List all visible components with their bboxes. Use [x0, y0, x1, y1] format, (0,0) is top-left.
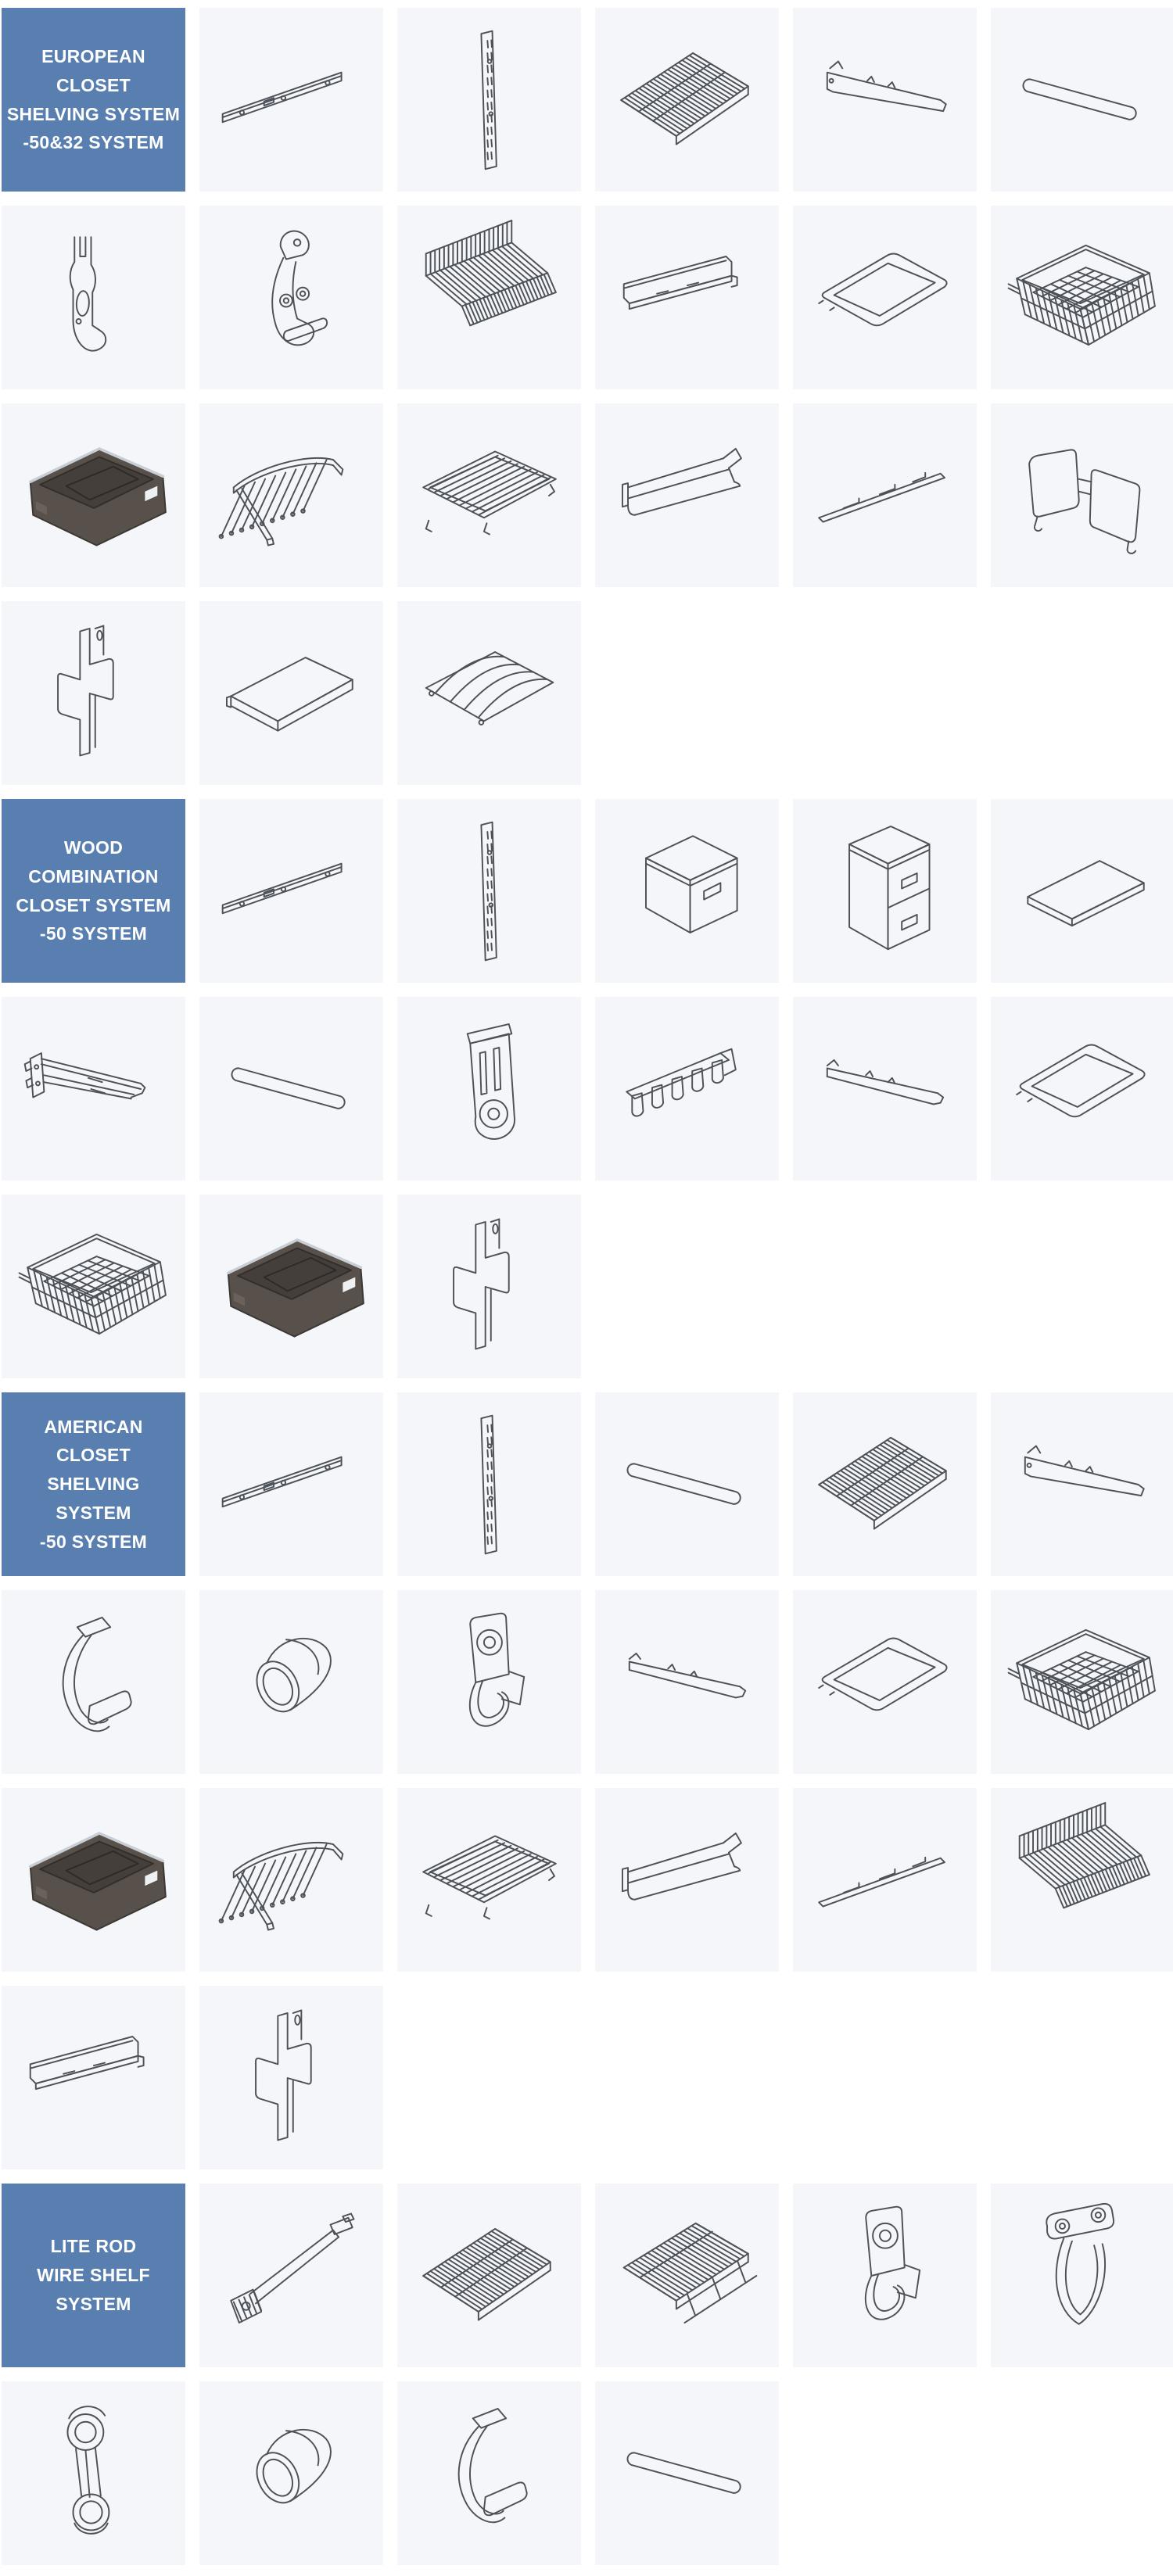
section-header-line: COMBINATION: [28, 865, 159, 887]
wire-shelf-icon: [604, 17, 770, 183]
shoe-basket-product-tile[interactable]: [397, 1788, 581, 1972]
wall-rail-icon: [209, 808, 375, 974]
wire-shoe-shelf-icon: [407, 215, 572, 381]
wire-basket-icon: [11, 1204, 177, 1370]
slotted-standard-icon: [407, 17, 572, 183]
empty-cell: [991, 1195, 1173, 1378]
fabric-basket-icon: [11, 1797, 177, 1963]
section-header-wood[interactable]: [2, 799, 185, 983]
wood-panel-icon: [1000, 808, 1166, 974]
drawer-box-icon: [604, 808, 770, 974]
wire-shelf-icon: [802, 1402, 968, 1567]
curved-hook-icon: [11, 1600, 177, 1765]
wall-rail-product-tile[interactable]: [199, 1392, 383, 1576]
hang-rail-product-tile[interactable]: [595, 403, 779, 587]
wire-shelf-product-tile[interactable]: [397, 2184, 581, 2367]
wire-basket-product-tile[interactable]: [2, 1195, 185, 1378]
tray-frame-product-tile[interactable]: [793, 1590, 977, 1774]
end-cap-product-tile[interactable]: [199, 2381, 383, 2565]
tray-frame-product-tile[interactable]: [793, 206, 977, 389]
rod-product-tile[interactable]: [595, 1392, 779, 1576]
slotted-standard-product-tile[interactable]: [397, 1392, 581, 1576]
wire-shelf-rod-icon: [604, 2193, 770, 2359]
rod-product-tile[interactable]: [595, 2381, 779, 2565]
shelf-divider-product-tile[interactable]: [991, 403, 1173, 587]
shelf-bracket-icon: [1000, 1402, 1166, 1567]
rail-strip-icon: [802, 413, 968, 579]
rod-icon: [1000, 17, 1166, 183]
wire-basket-icon: [1000, 215, 1166, 381]
end-cap-product-tile[interactable]: [199, 1590, 383, 1774]
rod-icon: [604, 1402, 770, 1567]
rail-strip-icon: [802, 1797, 968, 1963]
section-header-line: -50 SYSTEM: [39, 1531, 148, 1552]
wall-clip-icon: [407, 1600, 572, 1765]
link-connector-product-tile[interactable]: [2, 2381, 185, 2565]
double-hook-product-tile[interactable]: [2, 601, 185, 785]
organizer-rack-product-tile[interactable]: [397, 601, 581, 785]
fabric-basket-icon: [11, 413, 177, 579]
drawer-box-two-product-tile[interactable]: [793, 799, 977, 983]
section-header-line: CLOSET: [56, 1445, 131, 1466]
shelf-bracket-product-tile[interactable]: [991, 1392, 1173, 1576]
rod-hook-mount-icon: [209, 215, 375, 381]
section-header-line: CLOSET SYSTEM: [16, 894, 171, 915]
section-header-line: SYSTEM: [56, 1502, 131, 1523]
shoe-basket-icon: [407, 1797, 572, 1963]
pant-rack-product-tile[interactable]: [199, 403, 383, 587]
empty-cell: [793, 1195, 977, 1378]
wall-rail-product-tile[interactable]: [199, 799, 383, 983]
rail-strip-product-tile[interactable]: [793, 403, 977, 587]
shelf-bracket-thin-icon: [802, 1006, 968, 1172]
empty-cell: [397, 1986, 581, 2169]
wall-clip-product-tile[interactable]: [397, 1590, 581, 1774]
section-header-line: EUROPEAN: [41, 45, 145, 66]
empty-cell: [595, 601, 779, 785]
wire-shelf-product-tile[interactable]: [793, 1392, 977, 1576]
shelf-bracket-icon: [802, 17, 968, 183]
section-header-line: SHELVING: [47, 1474, 140, 1495]
support-arm-product-tile[interactable]: [199, 2184, 383, 2367]
organizer-rack-icon: [407, 611, 572, 776]
shoe-basket-icon: [407, 413, 572, 579]
slotted-standard-icon: [407, 808, 572, 974]
section-header-european[interactable]: [2, 8, 185, 192]
curved-hook-product-tile[interactable]: [397, 2381, 581, 2565]
empty-cell: [991, 1986, 1173, 2169]
rod-holder-icon: [407, 1006, 572, 1172]
pant-rack-product-tile[interactable]: [199, 1788, 383, 1972]
section-header-line: AMERICAN: [44, 1416, 143, 1437]
wire-shoe-shelf-product-tile[interactable]: [397, 206, 581, 389]
shelf-bracket-thin-product-tile[interactable]: [793, 997, 977, 1181]
end-cap-icon: [209, 2391, 375, 2556]
empty-cell: [793, 1986, 977, 2169]
shelf-divider-icon: [1000, 413, 1166, 579]
empty-cell: [595, 1195, 779, 1378]
wire-basket-icon: [1000, 1600, 1166, 1765]
rod-clamp-product-tile[interactable]: [991, 2184, 1173, 2367]
back-panel-icon: [11, 1995, 177, 2161]
tray-frame-product-tile[interactable]: [991, 997, 1173, 1181]
wall-rail-icon: [209, 1402, 375, 1567]
wire-shelf-icon: [407, 2193, 572, 2359]
back-panel-product-tile[interactable]: [595, 206, 779, 389]
section-header-line: -50 SYSTEM: [39, 923, 148, 944]
shoe-basket-product-tile[interactable]: [397, 403, 581, 587]
double-hook-icon: [407, 1204, 572, 1370]
double-hook-icon: [209, 1995, 375, 2161]
section-header-line: SYSTEM: [56, 2293, 131, 2314]
wall-rail-icon: [209, 17, 375, 183]
wire-shoe-shelf-product-tile[interactable]: [991, 1788, 1173, 1972]
back-panel-icon: [604, 215, 770, 381]
tray-frame-icon: [1000, 1006, 1166, 1172]
wall-clip-product-tile[interactable]: [793, 2184, 977, 2367]
section-header-line: WOOD: [63, 837, 124, 858]
shelf-bracket-product-tile[interactable]: [793, 8, 977, 192]
pant-rack-icon: [209, 1797, 375, 1963]
rod-holder-product-tile[interactable]: [397, 997, 581, 1181]
slotted-standard-product-tile[interactable]: [397, 8, 581, 192]
end-cap-icon: [209, 1600, 375, 1765]
wire-basket-product-tile[interactable]: [991, 206, 1173, 389]
slotted-standard-product-tile[interactable]: [397, 799, 581, 983]
fabric-basket-product-tile[interactable]: [2, 1788, 185, 1972]
wood-panel-product-tile[interactable]: [991, 799, 1173, 983]
double-bracket-icon: [11, 1006, 177, 1172]
rod-product-tile[interactable]: [991, 8, 1173, 192]
section-header-lite-rod[interactable]: [2, 2184, 185, 2367]
rod-hook-mount-product-tile[interactable]: [199, 206, 383, 389]
slotted-standard-icon: [407, 1402, 572, 1567]
double-hook-product-tile[interactable]: [199, 1986, 383, 2169]
link-connector-icon: [11, 2391, 177, 2556]
rod-hook-product-tile[interactable]: [2, 206, 185, 389]
rod-product-tile[interactable]: [199, 997, 383, 1181]
board-shelf-product-tile[interactable]: [199, 601, 383, 785]
section-header-line: -50&32 SYSTEM: [23, 132, 164, 153]
rod-hook-icon: [11, 215, 177, 381]
curved-hook-icon: [407, 2391, 572, 2556]
wire-basket-product-tile[interactable]: [991, 1590, 1173, 1774]
section-header-line: WIRE SHELF: [37, 2265, 150, 2286]
rail-strip-product-tile[interactable]: [793, 1788, 977, 1972]
board-shelf-icon: [209, 611, 375, 776]
double-bracket-product-tile[interactable]: [2, 997, 185, 1181]
empty-cell: [595, 1986, 779, 2169]
empty-cell: [991, 601, 1173, 785]
section-header-line: LITE ROD: [50, 2236, 137, 2257]
hang-rail-icon: [604, 1797, 770, 1963]
wall-clip-icon: [802, 2193, 968, 2359]
hook-strip-icon: [604, 1006, 770, 1172]
wall-rail-product-tile[interactable]: [199, 8, 383, 192]
curved-hook-product-tile[interactable]: [2, 1590, 185, 1774]
hook-strip-product-tile[interactable]: [595, 997, 779, 1181]
shelf-bracket-thin-product-tile[interactable]: [595, 1590, 779, 1774]
drawer-box-product-tile[interactable]: [595, 799, 779, 983]
wire-shoe-shelf-icon: [1000, 1797, 1166, 1963]
wire-shelf-product-tile[interactable]: [595, 8, 779, 192]
fabric-basket-product-tile[interactable]: [2, 403, 185, 587]
wire-shelf-rod-product-tile[interactable]: [595, 2184, 779, 2367]
pant-rack-icon: [209, 413, 375, 579]
section-header-american[interactable]: [2, 1392, 185, 1576]
shelf-bracket-thin-icon: [604, 1600, 770, 1765]
rod-icon: [209, 1006, 375, 1172]
empty-cell: [793, 601, 977, 785]
section-header-line: SHELVING SYSTEM: [6, 103, 181, 124]
empty-cell: [991, 2381, 1173, 2565]
drawer-box-two-icon: [802, 808, 968, 974]
double-hook-icon: [11, 611, 177, 776]
fabric-basket-icon: [209, 1204, 375, 1370]
hang-rail-product-tile[interactable]: [595, 1788, 779, 1972]
rod-clamp-icon: [1000, 2193, 1166, 2359]
fabric-basket-product-tile[interactable]: [199, 1195, 383, 1378]
section-header-line: CLOSET: [56, 74, 131, 95]
tray-frame-icon: [802, 215, 968, 381]
tray-frame-icon: [802, 1600, 968, 1765]
empty-cell: [793, 2381, 977, 2565]
double-hook-product-tile[interactable]: [397, 1195, 581, 1378]
rod-icon: [604, 2391, 770, 2556]
support-arm-icon: [209, 2193, 375, 2359]
back-panel-product-tile[interactable]: [2, 1986, 185, 2169]
hang-rail-icon: [604, 413, 770, 579]
